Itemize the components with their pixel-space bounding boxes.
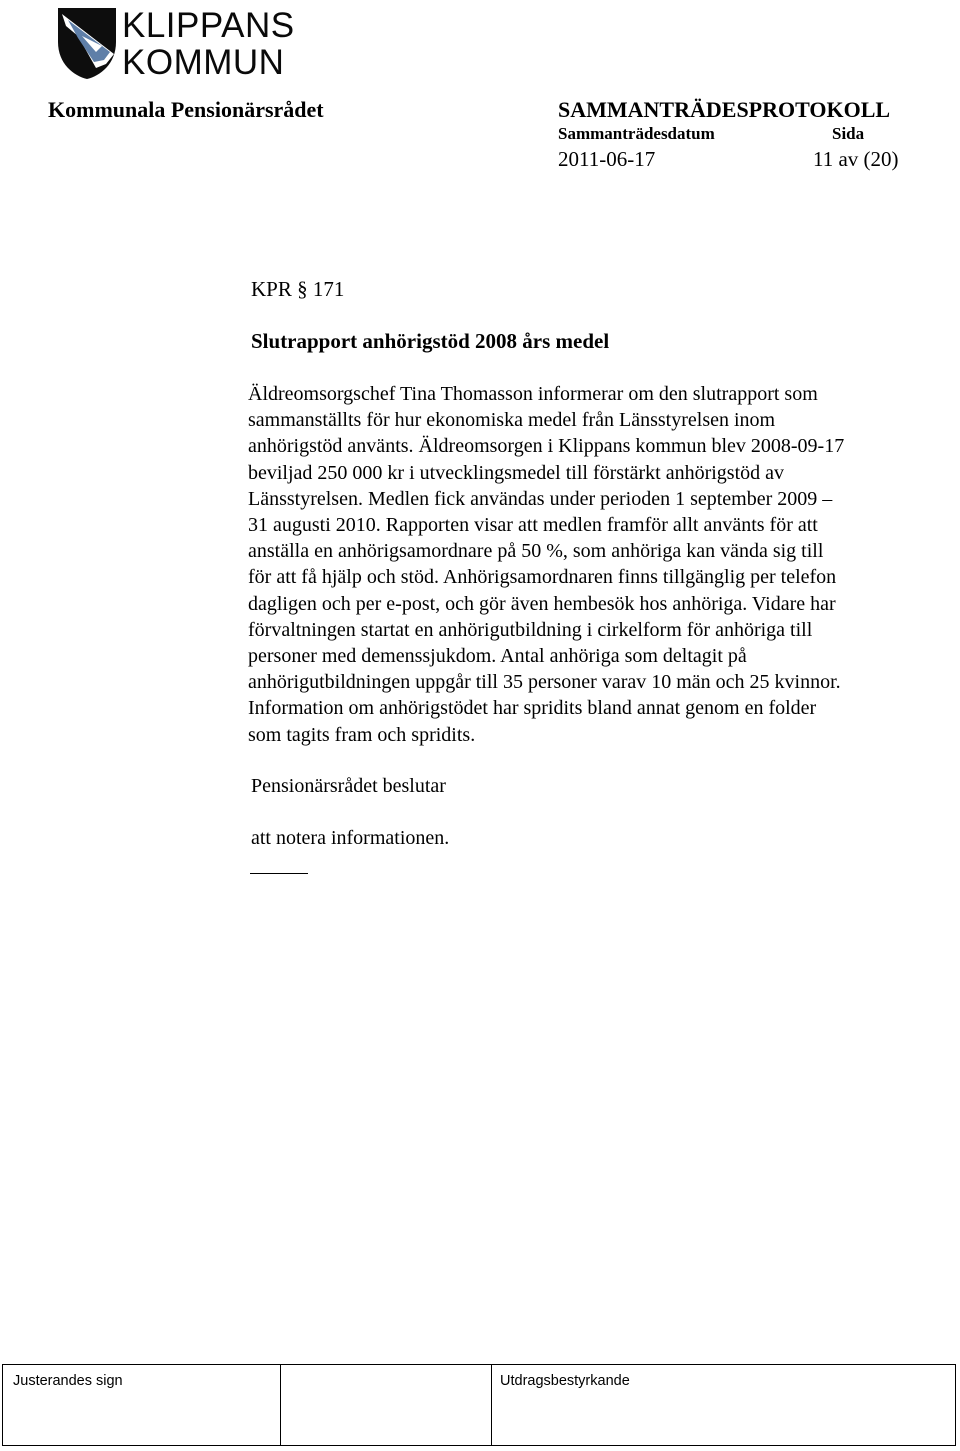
body-line: 31 augusti 2010. Rapporten visar att medlen framför allt använts för att <box>248 514 818 537</box>
utdragsbestyrkande-label: Utdragsbestyrkande <box>500 1373 630 1389</box>
signature-footer-box <box>2 1364 956 1446</box>
body-line: dagligen och per e-post, och gör även hembesök hos anhöriga. Vidare har <box>248 592 836 615</box>
body-line: anställa en anhörigsamordnare på 50 %, som anhöriga kan vända sig till <box>248 540 824 563</box>
body-line: som tagits fram och spridits. <box>248 723 476 746</box>
section-title: Slutrapport anhörigstöd 2008 års medel <box>251 329 610 353</box>
meeting-date-value: 2011-06-17 <box>558 147 656 171</box>
coat-of-arms-icon <box>56 6 120 80</box>
decision-text: att notera informationen. <box>251 827 450 849</box>
document-type-title: SAMMANTRÄDESPROTOKOLL <box>558 97 891 122</box>
meeting-date-label: Sammanträdesdatum <box>558 124 715 143</box>
page-number-value: 11 av (20) <box>813 147 899 171</box>
body-line: sammanställts för hur ekonomiska medel från Länsstyrelsen inom <box>248 409 776 432</box>
page-label: Sida <box>832 124 865 143</box>
justerandes-sign-label: Justerandes sign <box>13 1373 123 1389</box>
section-number: KPR § 171 <box>251 277 345 301</box>
body-line: Äldreomsorgschef Tina Thomasson informerar om den slutrapport som <box>248 383 818 405</box>
municipality-logo <box>56 6 316 82</box>
footer-divider <box>491 1365 492 1445</box>
body-line: beviljad 250 000 kr i utvecklingsmedel till förstärkt anhörigstöd av <box>248 461 785 484</box>
body-line: Länsstyrelsen. Medlen fick användas under perioden 1 september 2009 – <box>248 487 833 510</box>
body-line: förvaltningen startat en anhörigutbildning i cirkelform för anhöriga till <box>248 618 813 641</box>
logo-wordmark-line1: KLIPPANS <box>122 6 295 45</box>
body-line: anhörigstöd använts. Äldreomsorgen i Klippans kommun blev 2008-09-17 <box>248 435 845 458</box>
organization-name: Kommunala Pensionärsrådet <box>48 97 324 122</box>
body-line: anhörigutbildningen uppgår till 35 personer varav 10 män och 25 kvinnor. <box>248 671 841 694</box>
body-line: Information om anhörigstödet har spridits bland annat genom en folder <box>248 697 817 720</box>
decision-heading: Pensionärsrådet beslutar <box>251 775 446 797</box>
body-line: för att få hjälp och stöd. Anhörigsamordnaren finns tillgänglig per telefon <box>248 566 837 589</box>
section-end-rule <box>250 873 308 874</box>
footer-divider <box>280 1365 281 1445</box>
section-body-paragraph <box>248 381 938 748</box>
logo-wordmark-line2: KOMMUN <box>122 43 285 82</box>
body-line: personer med demenssjukdom. Antal anhöriga som deltagit på <box>248 645 747 668</box>
